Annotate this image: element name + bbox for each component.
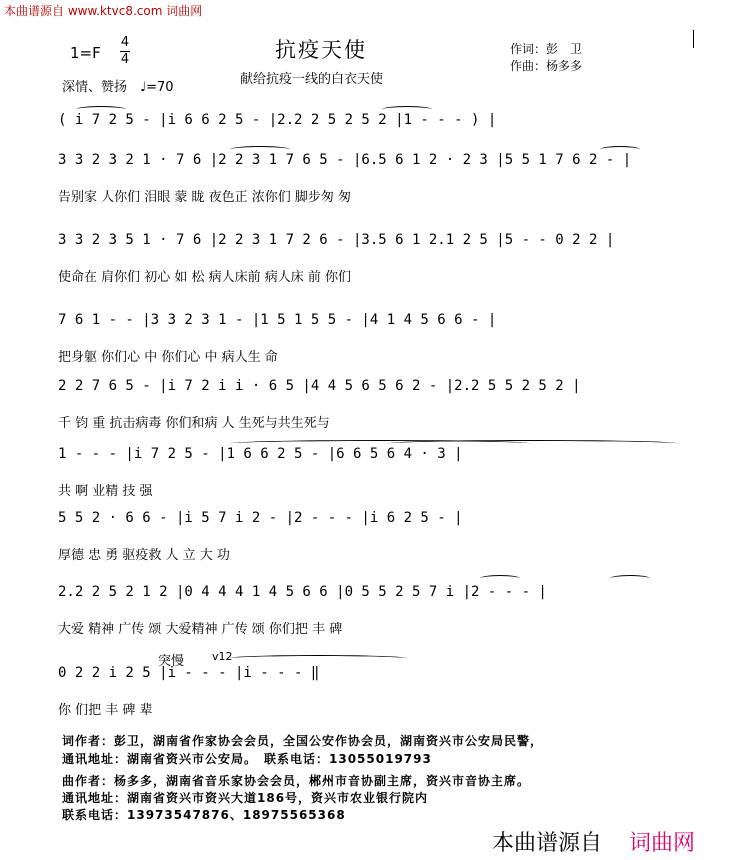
lyricist-info: 词作者：彭卫，湖南省作家协会会员，全国公安作协会员，湖南资兴市公安局民警，	[62, 734, 544, 748]
slur-mark	[228, 655, 408, 662]
corner-mark	[693, 30, 694, 48]
notation-row: 7 6 1 - - |3 3 2 3 1 - |1 5 1 5 5 - |4 1 4 5 6 6 - |	[58, 312, 497, 328]
composer-phone: 联系电话：13973547876、18975565368	[62, 808, 346, 822]
notation-row: ( i 7 2 5 - |i 6 6 2 5 - |2.2 2 5 2 5 2 |1 - - - ) |	[58, 112, 497, 128]
composer-address: 通讯地址：湖南省资兴市资兴大道186号，资兴市农业银行院内	[62, 791, 429, 805]
key-signature: 1=F	[70, 44, 101, 62]
notation-row: 2.2 2 5 2 1 2 |0 4 4 4 1 4 5 6 6 |0 5 5 2 5 7 i |2 - - - |	[58, 584, 547, 600]
notation-row: 3 3 2 3 5 1 · 7 6 |2 2 3 1 7 2 6 - |3.5 6 1 2.1 2 5 |5 - - 0 2 2 |	[58, 232, 615, 248]
composer-credit: 作曲：杨多多	[510, 59, 583, 73]
slur-mark	[76, 106, 126, 113]
slur-mark	[382, 106, 432, 113]
watermark-bottom-part1: 本曲谱源自	[492, 831, 603, 856]
slur-mark	[600, 146, 640, 153]
notation-row: 0 2 2 i 2 5 |i - - - |i - - - ‖	[58, 665, 320, 681]
meter-bottom: 4	[120, 52, 130, 67]
lyricist-address: 通讯地址：湖南省资兴市公安局。 联系电话：13055019793	[62, 752, 432, 766]
lyrics-row: 千 钧 重 抗击病毒 你们和病 人 生死与共生死与	[58, 416, 330, 431]
tempo-slow-mark: 突慢	[158, 654, 185, 669]
slur-mark	[480, 575, 520, 582]
composer-info: 曲作者：杨多多，湖南省音乐家协会会员，郴州市音协副主席，资兴市音协主席。	[62, 774, 531, 788]
lyrics-row: 共 啊 业精 技 强	[58, 484, 153, 499]
watermark-bottom-part2: 词曲网	[629, 831, 696, 856]
meter-top: 4	[120, 35, 130, 50]
notation-row: 3 3 2 3 2 1 · 7 6 |2 2 3 1 7 6 5 - |6.5 6 1 2 · 2 3 |5 5 1 7 6 2 - |	[58, 152, 632, 168]
slur-mark	[230, 146, 290, 153]
notation-row: 2 2 7 6 5 - |i 7 2 i i · 6 5 |4 4 5 6 5 6 2 - |2.2 5 5 2 5 2 |	[58, 378, 581, 394]
song-subtitle: 献给抗疫一线的白衣天使	[240, 72, 384, 87]
notation-row: 1 - - - |i 7 2 5 - |1 6 6 2 5 - |6 6 5 6 4 · 3 |	[58, 446, 463, 462]
ending-mark: v12	[212, 650, 233, 663]
slur-mark	[610, 575, 650, 582]
expression-mark: 深情、赞扬 ♩=70	[62, 80, 174, 95]
slur-mark	[388, 440, 678, 447]
notation-row: 5 5 2 · 6 6 - |i 5 7 i 2 - |2 - - - |i 6 2 5 - |	[58, 510, 463, 526]
lyrics-row: 厚德 忠 勇 驱疫救 人 立 大 功	[58, 548, 230, 563]
lyricist-credit: 作词：彭 卫	[510, 42, 583, 56]
lyrics-row: 你 们把 丰 碑 辈	[58, 703, 153, 718]
lyrics-row: 使命在 肩你们 初心 如 松 病人床前 病人床 前 你们	[58, 270, 352, 285]
time-signature	[120, 36, 130, 67]
lyrics-row: 把身躯 你们心 中 你们心 中 病人生 命	[58, 350, 278, 365]
song-title: 抗疫天使	[275, 38, 367, 62]
watermark-top: 本曲谱源自 www.ktvc8.com 词曲网	[4, 4, 203, 18]
watermark-bottom	[492, 826, 695, 857]
lyrics-row: 告别家 人你们 泪眼 蒙 眬 夜色正 浓你们 脚步匆 匆	[58, 190, 352, 205]
lyrics-row: 大爱 精神 广传 颂 大爱精神 广传 颂 你们把 丰 碑	[58, 622, 343, 637]
